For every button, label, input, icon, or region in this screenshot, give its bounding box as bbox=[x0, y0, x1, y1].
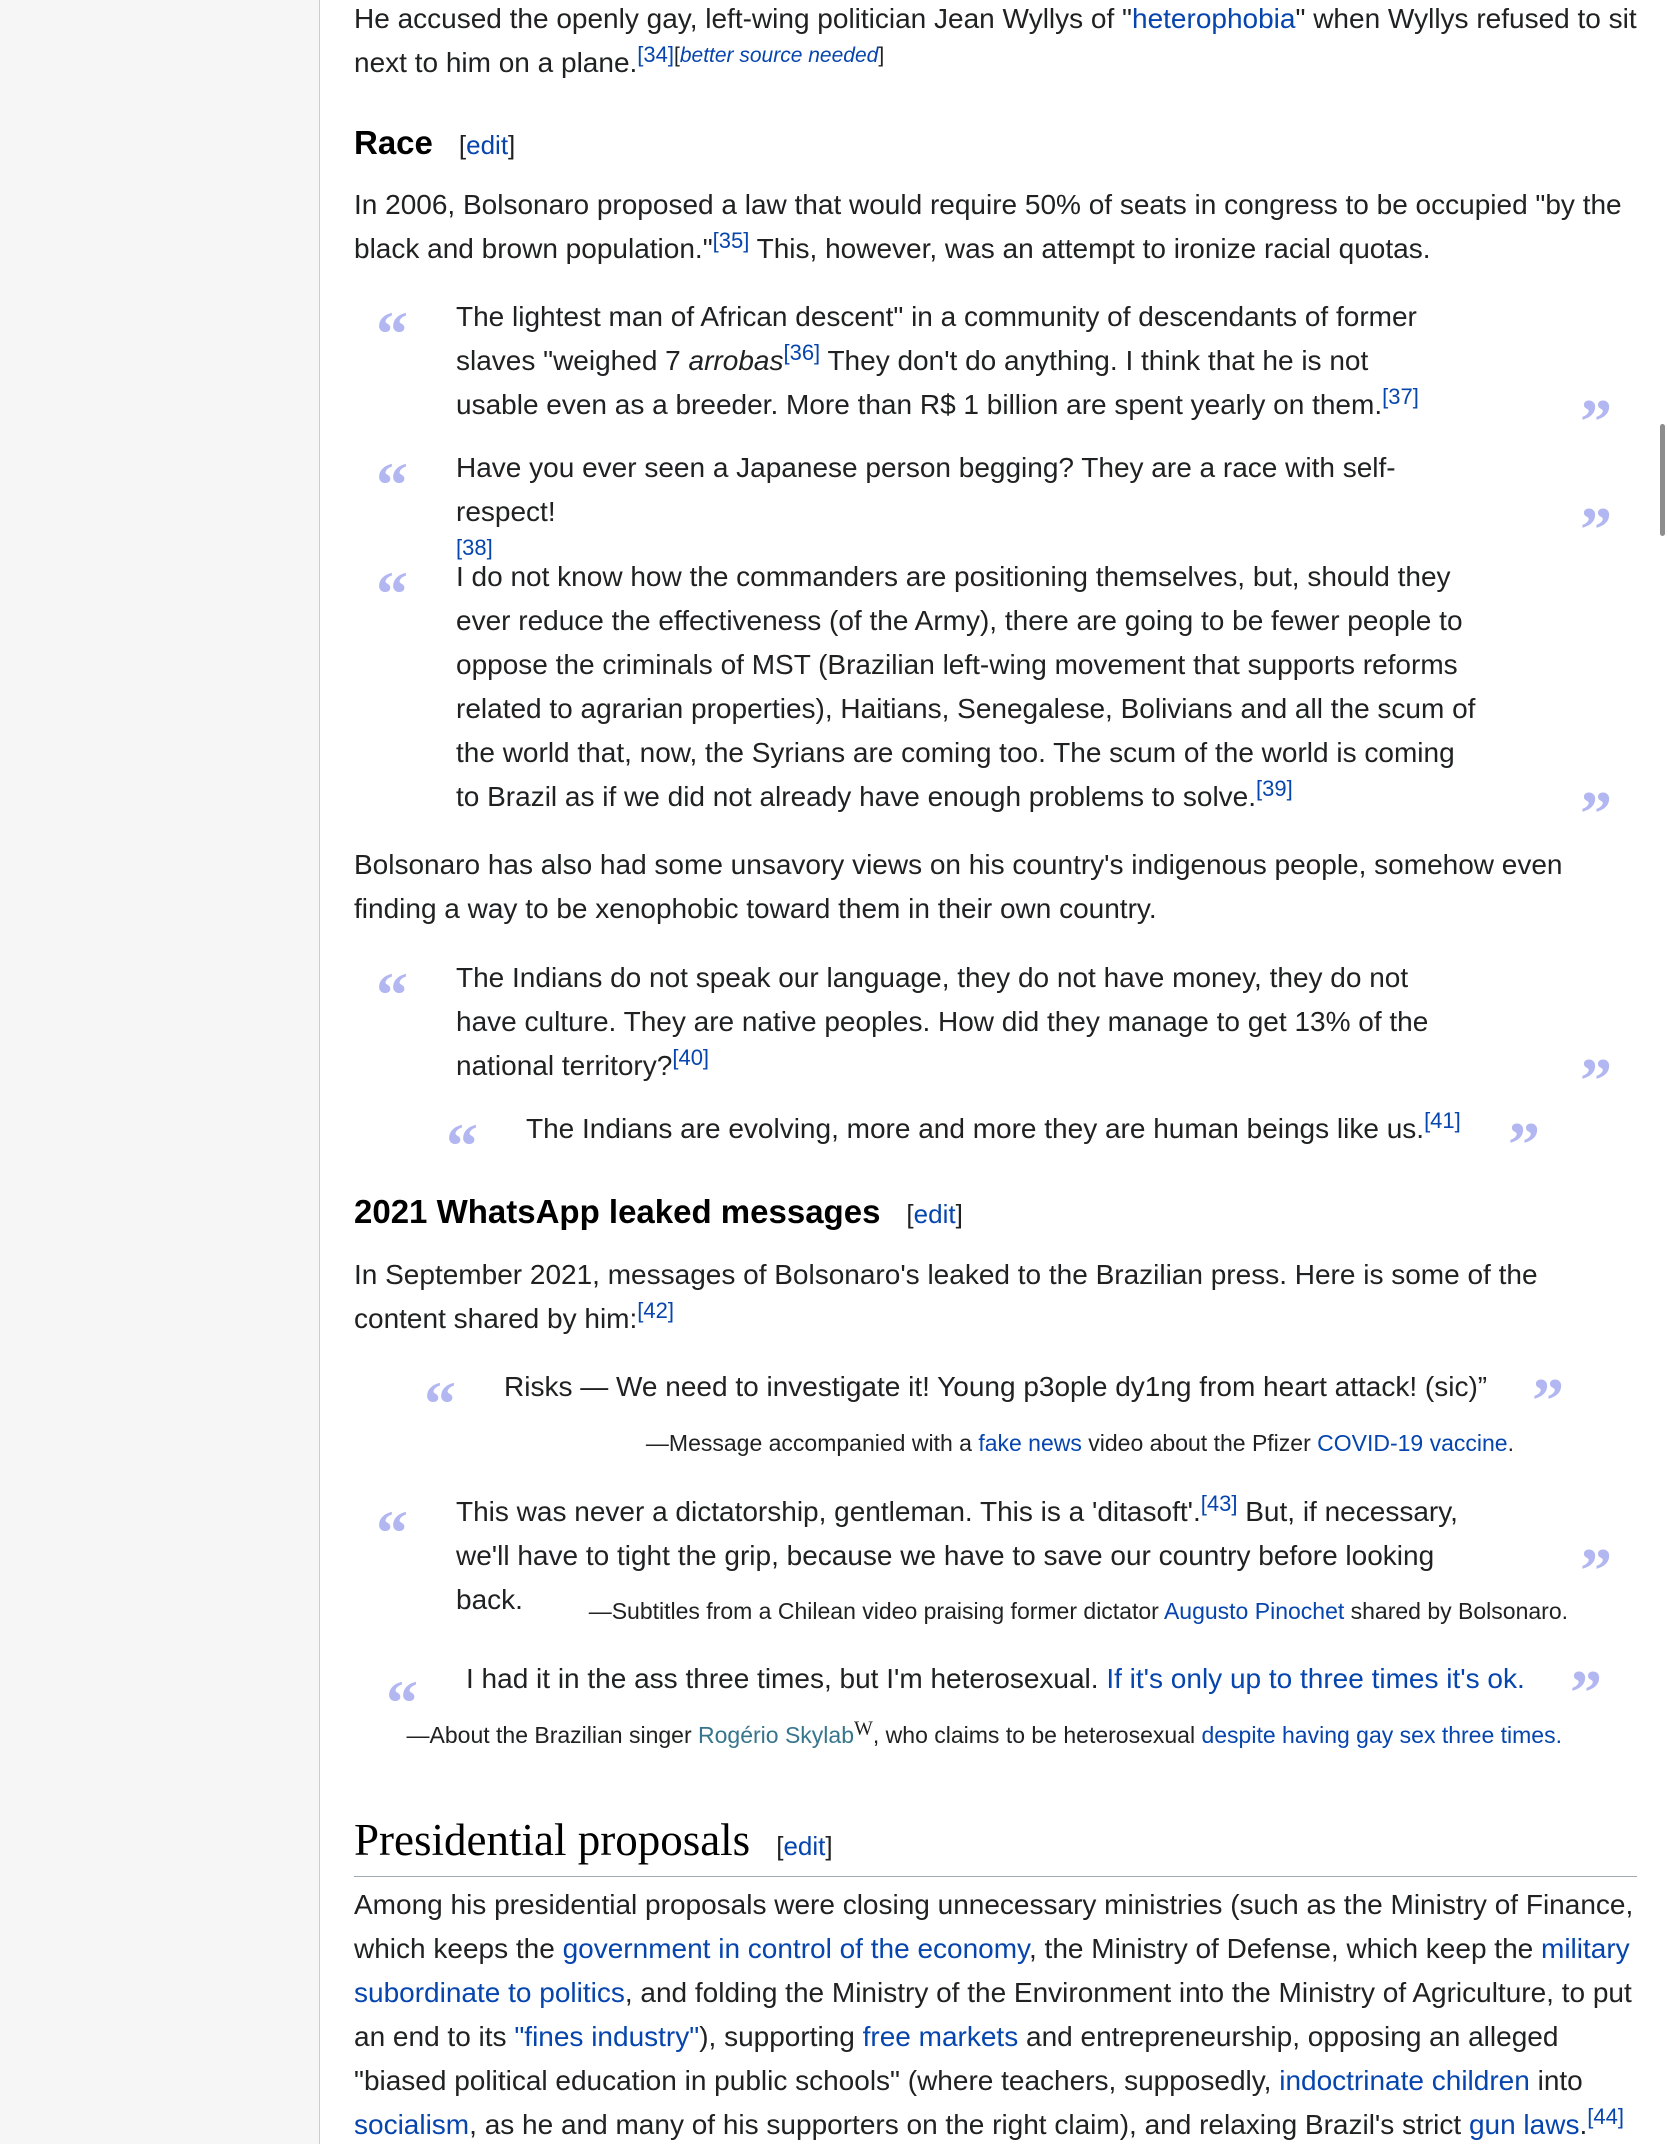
link-gay-sex-three-times[interactable]: despite having gay sex three times. bbox=[1201, 1722, 1562, 1748]
edit-bracket-open: [ bbox=[906, 1199, 914, 1229]
whatsapp-intro bbox=[354, 1253, 1637, 1341]
quote1-text-a: The lightest man of African descent" in a community of descendants of former slaves "weighed 7 bbox=[456, 301, 1417, 376]
pres-text-6: into bbox=[1529, 2065, 1583, 2096]
link-government-control-economy[interactable]: government in control of the economy bbox=[562, 1933, 1029, 1964]
open-quote-icon: “ bbox=[376, 959, 408, 1030]
whatsapp-quote-1: Risks — We need to investigate it! Young p3ople dy1ng from heart attack! (sic)” bbox=[504, 1371, 1488, 1402]
attr1-text-a: —Message accompanied with a bbox=[645, 1430, 979, 1456]
close-quote-icon: ” bbox=[1580, 1535, 1612, 1606]
ref-43[interactable]: [43] bbox=[1200, 1490, 1238, 1516]
ref-40[interactable]: [40] bbox=[672, 1044, 710, 1070]
wquote2-text-a: This was never a dictatorship, gentleman. This is a 'ditasoft'. bbox=[456, 1496, 1201, 1527]
link-covid-vaccine[interactable]: COVID-19 vaccine bbox=[1317, 1430, 1508, 1456]
whatsapp-quote-3 bbox=[466, 1657, 1525, 1701]
ref-41[interactable]: [41] bbox=[1424, 1107, 1461, 1133]
pres-text-8: . bbox=[1579, 2109, 1588, 2140]
race-intro-b: This, however, was an attempt to ironize racial quotas. bbox=[749, 233, 1431, 264]
open-quote-icon: “ bbox=[376, 1497, 408, 1568]
better-source-needed-link[interactable]: better source needed bbox=[679, 43, 879, 67]
indigenous-paragraph: Bolsonaro has also had some unsavory views on his country's indigenous people, somehow even finding a way to be xenophobic toward them in their own country. bbox=[354, 849, 1563, 924]
ref-37[interactable]: [37] bbox=[1382, 383, 1419, 409]
edit-bracket-close: ] bbox=[955, 1199, 963, 1229]
race-intro-a: In 2006, Bolsonaro proposed a law that would require 50% of seats in congress to be occupied "by the black and brown population." bbox=[354, 189, 1622, 264]
link-three-times-ok[interactable]: If it's only up to three times it's ok. bbox=[1106, 1663, 1525, 1694]
link-fines-industry[interactable]: "fines industry" bbox=[514, 2021, 700, 2052]
attr3-text-b: , who claims to be heterosexual bbox=[872, 1722, 1202, 1748]
wquote3-text: I had it in the ass three times, but I'm heterosexual. bbox=[466, 1663, 1107, 1694]
edit-section-whatsapp bbox=[906, 1199, 962, 1229]
quote4-text: The Indians do not speak our language, they do not have money, they do not have culture. They are native peoples. How did they manage to get 13% of the national territory? bbox=[456, 962, 1429, 1081]
ref-42[interactable]: [42] bbox=[637, 1297, 674, 1323]
pres-text-5: and entrepreneurship, opposing an alleged "biased political education in public schools" (where teachers, supposedly, bbox=[354, 2021, 1559, 2096]
open-quote-icon: “ bbox=[424, 1368, 456, 1439]
attr2-text-b: shared by Bolsonaro. bbox=[1344, 1598, 1568, 1624]
edit-bracket-close: ] bbox=[825, 1831, 833, 1861]
link-free-markets[interactable]: free markets bbox=[862, 2021, 1019, 2052]
close-quote-icon: ” bbox=[1532, 1365, 1564, 1436]
ref-36[interactable]: [36] bbox=[783, 339, 821, 365]
link-fake-news[interactable]: fake news bbox=[978, 1430, 1082, 1456]
edit-link-whatsapp[interactable]: edit bbox=[913, 1199, 956, 1229]
heading-presidential-proposals bbox=[354, 1810, 1637, 1877]
pres-text-1: Among his presidential proposals were closing unnecessary ministries (such as the Ministry of Finance, which keeps the bbox=[354, 1889, 1634, 1964]
open-quote-icon: “ bbox=[386, 1667, 418, 1738]
ref-35[interactable]: [35] bbox=[712, 227, 750, 253]
wquote2-text-b: But, if necessary, we'll have to tight the grip, because we have to save our country before looking back. bbox=[456, 1496, 1458, 1615]
edit-bracket-close: ] bbox=[508, 130, 516, 160]
top-paragraph bbox=[354, 0, 1637, 85]
race-intro bbox=[354, 183, 1637, 271]
left-sidebar bbox=[0, 0, 320, 2144]
quote3-text: I do not know how the commanders are positioning themselves, but, should they ever reduce the effectiveness (of the Army), there are going to be fewer people to oppose the criminals of MST (Brazilian left-wing movement that supports reforms related to agrarian properties), Haitians, Senegalese, Bolivians and all the scum of the world that, now, the Syrians are coming too. The scum of the world is coming to Brazil as if we did not already have enough problems to solve. bbox=[456, 561, 1476, 812]
presidential-paragraph bbox=[354, 1883, 1637, 2147]
close-quote-icon: ” bbox=[1580, 778, 1612, 849]
heading-whatsapp bbox=[354, 1190, 963, 1236]
heading-race bbox=[354, 121, 515, 167]
bracket-close: ] bbox=[878, 43, 885, 67]
open-quote-icon: “ bbox=[376, 449, 408, 520]
quote1-text-b: They don't do anything. I think that he is not usable even as a breeder. More than R$ 1 billion are spent yearly on them. bbox=[456, 345, 1383, 420]
pres-text-7: , as he and many of his supporters on the right claim), and relaxing Brazil's strict bbox=[469, 2109, 1469, 2140]
race-quote-5 bbox=[526, 1107, 1486, 1151]
wikipedia-w-icon: W bbox=[854, 1717, 873, 1740]
close-quote-icon: ” bbox=[1508, 1109, 1540, 1180]
open-quote-icon: “ bbox=[446, 1110, 478, 1181]
ref-44[interactable]: [44] bbox=[1587, 2103, 1624, 2129]
edit-section-race bbox=[459, 130, 515, 160]
link-socialism[interactable]: socialism bbox=[354, 2109, 470, 2140]
heading-race-text: Race bbox=[354, 124, 433, 161]
close-quote-icon: ” bbox=[1580, 1045, 1612, 1116]
close-quote-icon: ” bbox=[1580, 494, 1612, 565]
edit-bracket-open: [ bbox=[458, 130, 467, 160]
whatsapp-quote-1-attribution bbox=[504, 1428, 1514, 1458]
whatsapp-intro-text: In September 2021, messages of Bolsonaro's leaked to the Brazilian press. Here is some of the content shared by him: bbox=[354, 1259, 1538, 1334]
pres-text-4: ), supporting bbox=[699, 2021, 863, 2052]
link-military-subordinate[interactable]: military subordinate to politics bbox=[354, 1933, 1630, 2008]
scrollbar-track[interactable] bbox=[1658, 0, 1668, 2144]
quote2-text: Have you ever seen a Japanese person begging? They are a race with self-respect! bbox=[456, 452, 1396, 527]
open-quote-icon: “ bbox=[376, 558, 408, 629]
edit-bracket-open: [ bbox=[776, 1831, 784, 1861]
link-gun-laws[interactable]: gun laws bbox=[1468, 2109, 1580, 2140]
top-text-b: " when Wyllys refused to sit next to him on a plane. bbox=[354, 3, 1637, 78]
edit-link-race[interactable]: edit bbox=[466, 130, 509, 160]
attr1-text-c: . bbox=[1507, 1430, 1514, 1456]
race-quote-4 bbox=[456, 956, 1476, 1088]
top-text-a: He accused the openly gay, left-wing politician Jean Wyllys of " bbox=[354, 3, 1132, 34]
heading-presidential-text: Presidential proposals bbox=[354, 1815, 751, 1865]
link-augusto-pinochet[interactable]: Augusto Pinochet bbox=[1163, 1598, 1345, 1624]
ref-38[interactable]: [38] bbox=[456, 535, 493, 560]
whatsapp-quote-3-attribution bbox=[386, 1717, 1562, 1750]
close-quote-icon: ” bbox=[1570, 1657, 1602, 1728]
quote1-italic: arrobas bbox=[688, 345, 784, 376]
attr3-text-a: —About the Brazilian singer bbox=[406, 1722, 699, 1748]
ref-34[interactable]: [34] bbox=[637, 41, 674, 67]
attr2-text-a: —Subtitles from a Chilean video praising former dictator bbox=[588, 1598, 1164, 1624]
scrollbar-thumb[interactable] bbox=[1660, 424, 1665, 536]
close-quote-icon: ” bbox=[1580, 386, 1612, 457]
race-quote-3 bbox=[456, 555, 1476, 819]
link-rogerio-skylab[interactable]: Rogério Skylab bbox=[698, 1722, 854, 1748]
quote5-text: The Indians are evolving, more and more they are human beings like us. bbox=[526, 1113, 1425, 1144]
bracket-open: [ bbox=[674, 43, 680, 67]
attr1-text-b: video about the Pfizer bbox=[1081, 1430, 1318, 1456]
link-indoctrinate-children[interactable]: indoctrinate children bbox=[1279, 2065, 1530, 2096]
whatsapp-quote-2-attribution bbox=[456, 1596, 1568, 1626]
link-heterophobia[interactable]: heterophobia bbox=[1132, 3, 1296, 34]
edit-link-presidential[interactable]: edit bbox=[783, 1831, 826, 1861]
open-quote-icon: “ bbox=[376, 298, 408, 369]
ref-39[interactable]: [39] bbox=[1256, 775, 1293, 801]
edit-section-presidential bbox=[776, 1831, 832, 1861]
heading-whatsapp-text: 2021 WhatsApp leaked messages bbox=[354, 1193, 881, 1230]
pres-text-2: , the Ministry of Defense, which keep the bbox=[1028, 1933, 1542, 1964]
pres-text-3: , and folding the Ministry of the Environment into the Ministry of Agriculture, to put an end to its bbox=[354, 1977, 1632, 2052]
race-quote-1 bbox=[456, 295, 1456, 427]
